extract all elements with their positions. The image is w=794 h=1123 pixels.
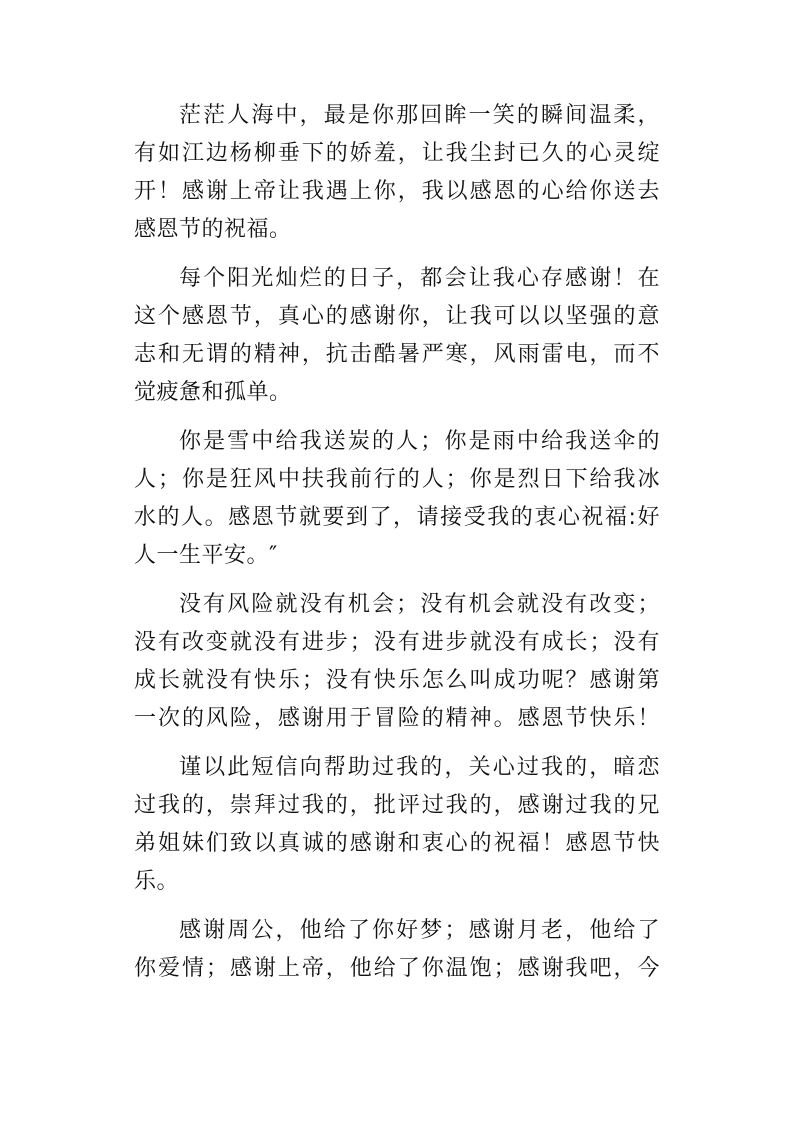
text-line: 没有改变就没有进步；没有进步就没有成长；没有 xyxy=(134,630,660,655)
text-line: 你爱情；感谢上帝，他给了你温饱；感谢我吧，今 xyxy=(134,956,660,981)
text-line: 人；你是狂风中扶我前行的人；你是烈日下给我冰 xyxy=(134,467,660,492)
document-body xyxy=(134,97,660,999)
text-line: 谨以此短信向帮助过我的，关心过我的，暗恋 xyxy=(179,755,660,780)
text-line: 人一生平安。″ xyxy=(134,543,278,568)
paragraph xyxy=(134,97,660,249)
text-line: 成长就没有快乐；没有快乐怎么叫成功呢？感谢第 xyxy=(134,668,660,693)
text-line: 这个感恩节，真心的感谢你，让我可以以坚强的意 xyxy=(134,304,660,329)
text-line: 觉疲惫和孤单。 xyxy=(134,380,292,405)
text-line: 乐。 xyxy=(134,869,180,894)
paragraph xyxy=(134,260,660,412)
text-line: 感谢周公，他给了你好梦；感谢月老，他给了 xyxy=(179,918,660,943)
paragraph xyxy=(134,423,660,575)
text-line: 水的人。感恩节就要到了，请接受我的衷心祝福:好 xyxy=(134,505,660,530)
text-line: 你是雪中给我送炭的人；你是雨中给我送伞的 xyxy=(179,429,660,454)
text-line: 有如江边杨柳垂下的娇羞，让我尘封已久的心灵绽 xyxy=(134,141,660,166)
text-line: 没有风险就没有机会；没有机会就没有改变； xyxy=(179,592,660,617)
text-line: 开！感谢上帝让我遇上你，我以感恩的心给你送去 xyxy=(134,179,660,204)
text-line: 每个阳光灿烂的日子，都会让我心存感谢！在 xyxy=(179,266,660,291)
text-line: 志和无谓的精神，抗击酷暑严寒，风雨雷电，而不 xyxy=(134,342,660,367)
text-line: 一次的风险，感谢用于冒险的精神。感恩节快乐！ xyxy=(134,706,660,731)
paragraph xyxy=(134,749,660,901)
text-line: 过我的，崇拜过我的，批评过我的，感谢过我的兄 xyxy=(134,793,660,818)
text-line: 茫茫人海中，最是你那回眸一笑的瞬间温柔， xyxy=(179,103,660,128)
paragraph xyxy=(134,586,660,738)
text-line: 感恩节的祝福。 xyxy=(134,217,292,242)
paragraph xyxy=(134,912,660,988)
text-line: 弟姐妹们致以真诚的感谢和衷心的祝福！感恩节快 xyxy=(134,831,660,856)
